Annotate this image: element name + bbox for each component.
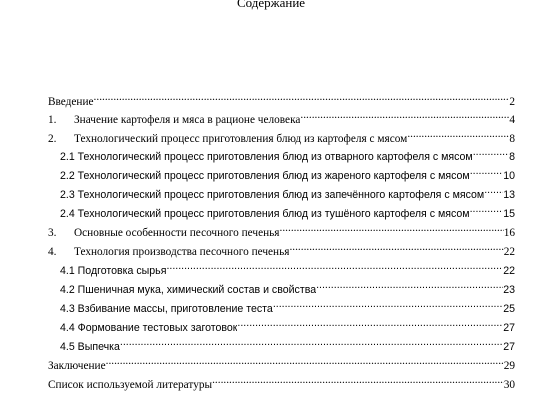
toc-entry[interactable] [48,372,515,391]
toc-entry-label: Технология производства песочного печенья [74,246,290,258]
toc-entry[interactable] [60,334,515,353]
toc-entry-page: 8 [509,151,515,163]
toc-entry-page: 10 [503,170,515,182]
toc-entry-page: 13 [503,189,515,201]
toc-entry-number: 4. [48,246,57,258]
toc-entry-label: Значение картофеля и мяса в рационе человека [74,114,301,126]
toc-entry[interactable] [48,239,515,258]
toc-entry-page: 8 [509,133,515,145]
toc-leader-dots [120,334,503,350]
toc-entry-label: Введение [48,96,94,108]
page-title: Содержание [236,0,306,10]
toc-leader-dots [237,315,503,331]
toc-entry[interactable] [60,144,515,163]
toc-entry[interactable] [60,163,515,182]
toc-entry-page: 27 [503,322,515,334]
toc-entry-label: 4.5 Выпечка [60,341,120,353]
toc-entry-label: 4.2 Пшеничная мука, химический состав и свойства [60,284,317,296]
toc-leader-dots [273,296,503,312]
toc-leader-dots [470,201,504,217]
toc-entry-label: 2.4 Технологический процесс приготовления блюд из тушёного картофеля с мясом [60,208,470,220]
toc-entry[interactable] [60,315,515,334]
toc-entry[interactable] [48,107,515,126]
toc-entry[interactable] [48,89,515,108]
toc-entry-page: 4 [509,114,515,126]
toc-entry-page: 23 [503,284,515,296]
toc-entry[interactable] [60,182,515,201]
toc-leader-dots [316,277,503,293]
toc-entry[interactable] [60,201,515,220]
toc-leader-dots [407,126,509,142]
toc-entry-label: 4.4 Формование тестовых заготовок [60,322,238,334]
toc-leader-dots [94,89,510,105]
toc-entry[interactable] [60,258,515,277]
toc-entry-number: 3. [48,227,57,239]
toc-leader-dots [212,372,504,388]
toc-entry-label: Список используемой литературы [48,379,213,391]
toc-entry-label: Технологический процесс приготовления блюд из картофеля с мясом [74,133,408,145]
toc-entry[interactable] [60,277,515,296]
toc-leader-dots [166,258,503,274]
toc-entry[interactable] [60,296,515,315]
toc-entry-label: 4.3 Взбивание массы, приготовление теста [60,303,273,315]
toc-leader-dots [473,144,509,160]
toc-entry-page: 15 [503,208,515,220]
toc-entry-number: 2. [48,133,57,145]
toc-entry-page: 29 [503,360,515,372]
toc-entry-page: 22 [503,265,515,277]
toc-entry-label: Заключение [48,360,106,372]
toc-leader-dots [300,107,509,123]
toc-leader-dots [280,220,504,236]
toc-entry[interactable] [48,126,515,145]
toc-entry-page: 30 [503,379,515,391]
toc-entry-page: 16 [503,227,515,239]
toc-entry-page: 22 [503,246,515,258]
toc-leader-dots [289,239,503,255]
toc-entry-label: 4.1 Подготовка сырья [60,265,167,277]
toc-entry[interactable] [48,220,515,239]
toc-entry-page: 25 [503,303,515,315]
toc-entry-page: 27 [503,341,515,353]
toc-leader-dots [484,182,503,198]
toc-entry-label: 2.2 Технологический процесс приготовления блюд из жареного картофеля с мясом [60,170,470,182]
toc-entry-number: 1. [48,114,57,126]
toc-entry-page: 2 [509,96,515,108]
toc-entry[interactable] [48,353,515,372]
toc-leader-dots [470,163,504,179]
toc-leader-dots [106,353,504,369]
toc-entry-label: Основные особенности песочного печенья [74,227,280,239]
toc-entry-label: 2.1 Технологический процесс приготовления блюд из отварного картофеля с мясом [60,151,473,163]
toc-entry-label: 2.3 Технологический процесс приготовления блюд из запечённого картофеля с мясом [60,189,485,201]
